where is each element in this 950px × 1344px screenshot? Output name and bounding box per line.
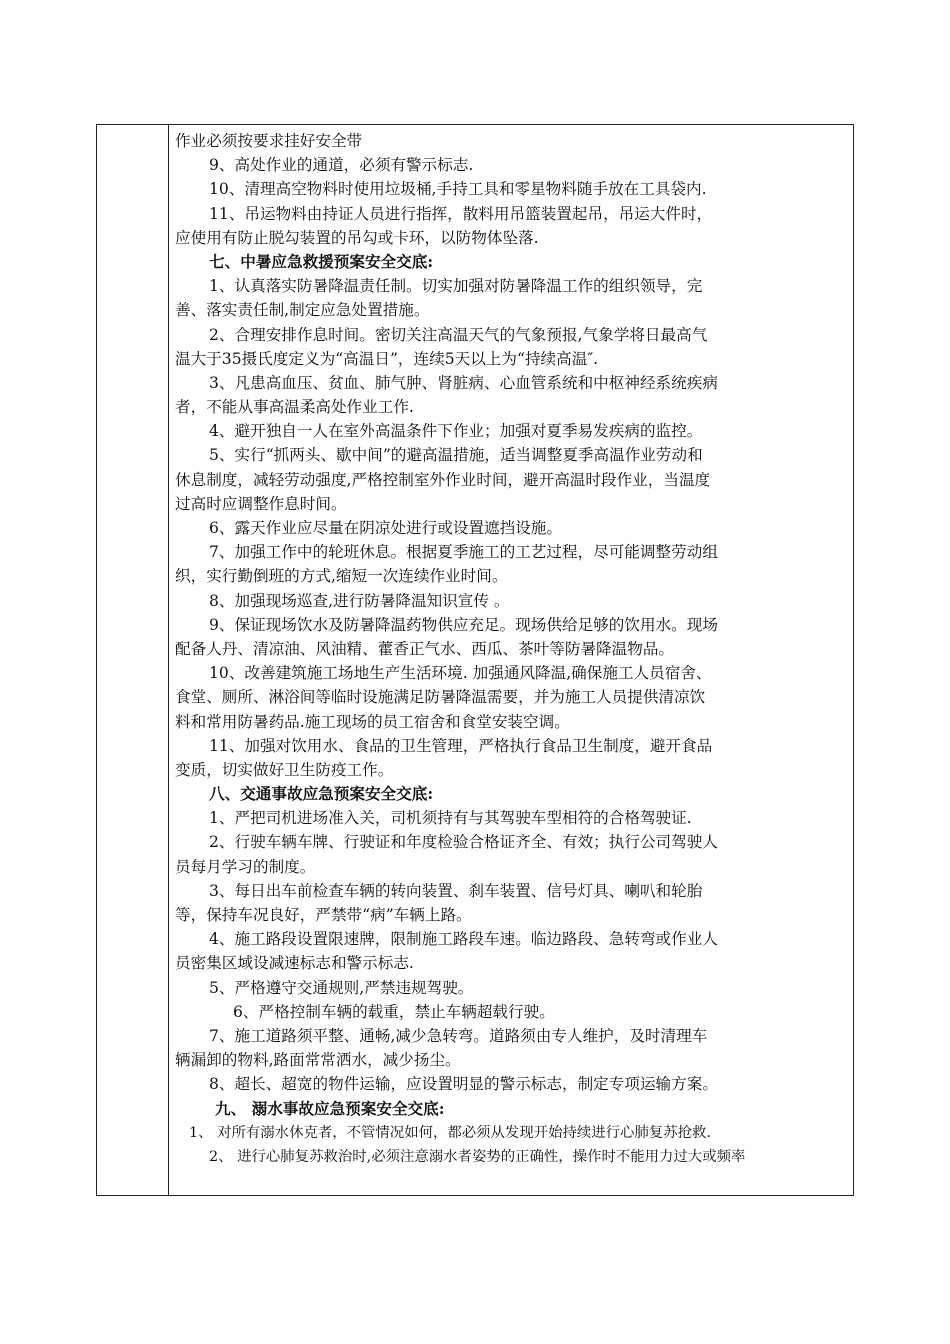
text-line: 6、露天作业应尽量在阴凉处进行或设置遮挡设施。: [209, 519, 562, 537]
text-line: 2、合理安排作息时间。密切关注高温天气的气象预报,气象学将日最高气: [209, 325, 708, 344]
text-line: 料和常用防暑药品.施工现场的员工宿舍和食堂安装空调。: [175, 712, 570, 731]
text-line: 织，实行勤倒班的方式,缩短一次连续作业时间。: [175, 567, 508, 586]
text-line: 10、改善建筑施工场地生产生活环境. 加强通风降温,确保施工人员宿舍、: [209, 664, 712, 683]
text-line: 应使用有防止脱勾装置的吊勾或卡环，以防物体坠落.: [175, 228, 539, 247]
text-line: 4、施工路段设置限速牌，限制施工路段车速。临边路段、急转弯或作业人: [209, 930, 718, 949]
text-line: 食堂、厕所、淋浴间等临时设施满足防暑降温需要，并为施工人员提供清凉饮: [175, 688, 706, 707]
text-line: 辆漏卸的物料,路面常常洒水，减少扬尘。: [175, 1051, 461, 1070]
text-line: 7、加强工作中的轮班休息。根据夏季施工的工艺过程，尽可能调整劳动组: [209, 543, 718, 562]
text-line: 者，不能从事高温柔高处作业工作.: [175, 398, 414, 417]
text-line: 3、每日出车前检查车辆的转向装置、刹车装置、信号灯具、喇叭和轮胎: [209, 881, 703, 900]
text-line: 3、凡患高血压、贫血、肺气肿、肾脏病、心血管系统和中枢神经系统疾病: [209, 373, 718, 392]
text-line: 5、实行“抓两头、歇中间”的避高温措施，适当调整夏季高温作业劳动和: [209, 446, 703, 465]
text-line: 员每月学习的制度。: [175, 857, 316, 876]
text-line: 8、加强现场巡查,进行防暑降温知识宣传 。: [209, 591, 510, 610]
section-heading: 七、中暑应急救援预案安全交底:: [209, 251, 434, 271]
text-line: 配备人丹、清凉油、风油精、藿香正气水、西瓜、茶叶等防暑降温物品。: [175, 639, 675, 658]
text-line: 6、严格控制车辆的载重，禁止车辆超载行驶。: [233, 1002, 555, 1021]
table-left-column: [97, 125, 169, 1195]
text-line: 11、加强对饮用水、食品的卫生管理，严格执行食品卫生制度，避开食品: [209, 736, 713, 755]
text-line: 2、行驶车辆车牌、行驶证和年度检验合格证齐全、有效；执行公司驾驶人: [209, 833, 718, 852]
text-line: 7、施工道路须平整、通畅,减少急转弯。道路须由专人维护，及时清理车: [209, 1026, 708, 1045]
text-line: 8、超长、超宽的物件运输，应设置明显的警示标志，制定专项运输方案。: [209, 1075, 718, 1094]
text-line: 过高时应调整作息时间。: [175, 494, 347, 513]
text-line: 2、 进行心肺复苏救治时,必须注意溺水者姿势的正确性，操作时不能用力过大或频率: [209, 1148, 746, 1165]
text-line: 4、避开独自一人在室外高温条件下作业；加强对夏季易发疾病的监控。: [209, 422, 703, 441]
text-line: 9、保证现场饮水及防暑降温药物供应充足。现场供给足够的饮用水。现场: [209, 615, 718, 634]
text-line: 变质，切实做好卫生防疫工作。: [175, 760, 394, 779]
text-line: 作业必须按要求挂好安全带: [175, 132, 363, 150]
table-content-cell: [175, 129, 845, 1195]
text-line: 11、吊运物料由持证人员进行指挥，散料用吊篮装置起吊，吊运大件时，: [209, 204, 713, 223]
section-heading: 八、交通事故应急预案安全交底:: [209, 784, 434, 804]
text-line: 1、 对所有溺水休克者，不管情况如何，都必须从发现开始持续进行心肺复苏抢救.: [189, 1124, 711, 1141]
text-line: 善、落实责任制,制定应急处置措施。: [175, 301, 430, 320]
text-line: 5、严格遵守交通规则,严禁违规驾驶。: [209, 978, 474, 997]
text-line: 温大于35摄氏度定义为“高温日”，连续5天以上为“持续高温″.: [175, 349, 599, 368]
text-line: 休息制度，减轻劳动强度,严格控制室外作业时间，避开高温时段作业，当温度: [175, 470, 711, 489]
text-line: 等，保持车况良好，严禁带“病”车辆上路。: [175, 906, 472, 924]
text-line: 员密集区域设减速标志和警示标志.: [175, 954, 414, 973]
text-line: 1、认真落实防暑降温责任制。切实加强对防暑降温工作的组织领导，完: [209, 277, 703, 296]
text-line: 1、严把司机进场准入关，司机须持有与其驾驶车型相符的合格驾驶证.: [209, 809, 692, 828]
section-heading: 九、 溺水事故应急预案安全交底:: [215, 1098, 445, 1118]
text-line: 9、高处作业的通道，必须有警示标志.: [209, 156, 474, 175]
document-table: [96, 124, 854, 1196]
text-line: 10、清理高空物料时使用垃圾桶,手持工具和零星物料随手放在工具袋内.: [209, 180, 707, 199]
